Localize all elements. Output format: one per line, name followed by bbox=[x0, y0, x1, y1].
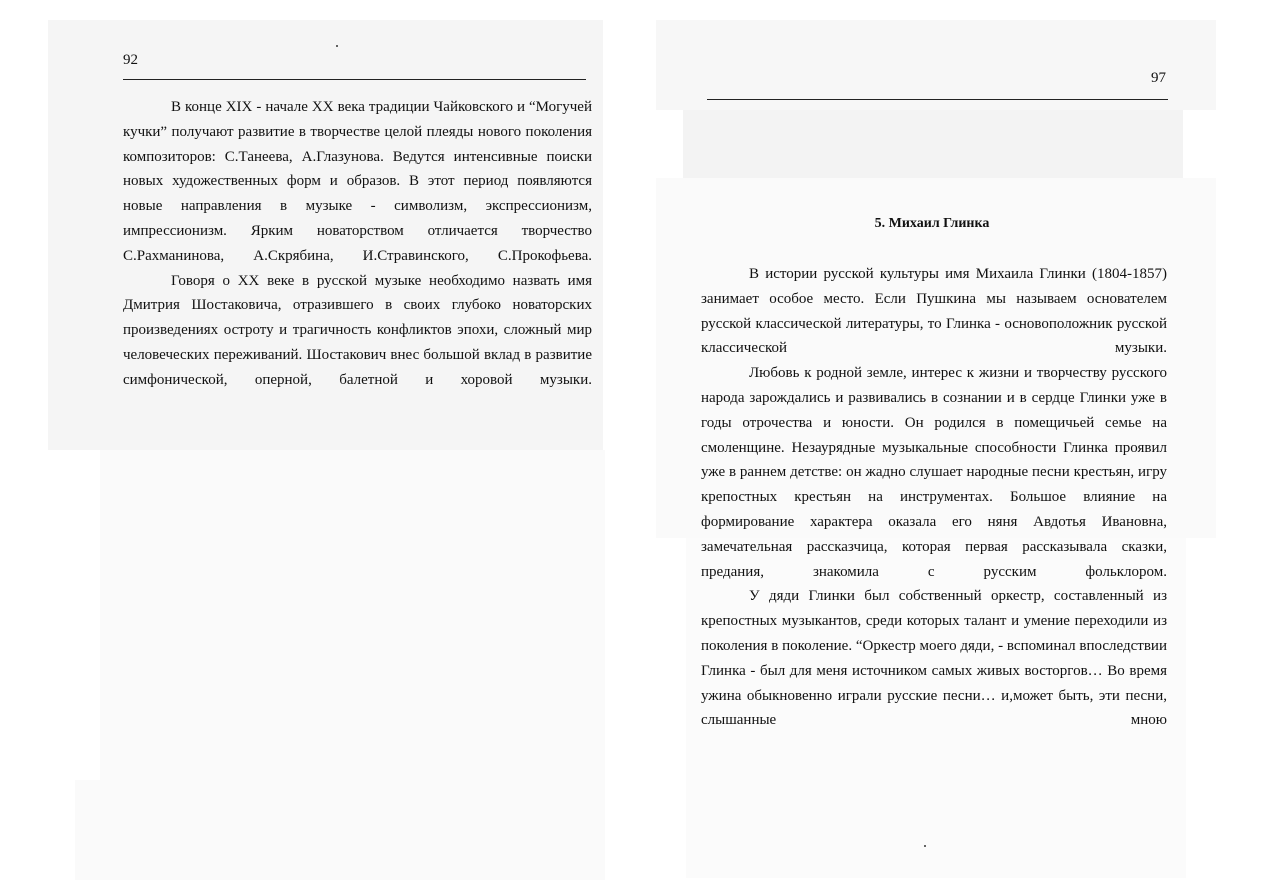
scan-shading bbox=[75, 780, 605, 880]
scan-shading bbox=[100, 450, 605, 780]
left-page bbox=[0, 0, 631, 893]
scan-speck bbox=[924, 845, 926, 847]
paragraph: Любовь к родной земле, интерес к жизни и творчеству русского народа зарождались и развивались в сознании и в сердце Глинки уже в годы отрочества и юности. Он родился в помещичьей семье на смоленщине. Незаурядные музыкальные способности Глинка проявил уже в раннем детстве: он жадно слушает народные песни крестьян, игру крепостных крестьян на инструментах. Большое влияние на формирование характера оказала его няня Авдотья Ивановна, замечательная рассказчица, которая первая рассказывала сказки, предания, знакомила с русским фольклором. bbox=[701, 365, 1167, 580]
paragraph: В истории русской культуры имя Михаила Глинки (1804-1857) занимает особое место. Если Пушкина мы называем основателем русской классической литературы, то Глинка - основоположник русской классической музыки. bbox=[701, 266, 1167, 357]
paragraph: У дяди Глинки был собственный оркестр, составленный из крепостных музыкантов, среди которых талант и умение переходили из поколения в поколение. “Оркестр моего дяди, - вспоминал впоследствии Глинка - был для меня источником самых живых восторгов… Во время ужина обыкновенно играли русские песни… и,может быть, эти песни, слышанные мною bbox=[701, 588, 1167, 729]
scan-shading bbox=[656, 20, 1216, 110]
page-number: 97 bbox=[1151, 70, 1166, 86]
scan-speck bbox=[336, 45, 338, 47]
paragraph: В конце XIX - начале XX века традиции Чайковского и “Могучей кучки” получают развитие в творчестве целой плеяды нового поколения композиторов: С.Танеева, А.Глазунова. Ведутся интенсивные поиски новых художественных форм и образов. В этот период появляются новые направления в музыке - символизм, экспрессионизм, импрессионизм. Ярким новаторством отличается творчество С.Рахманинова, А.Скрябина, И.Стравинского, С.Прокофьева. bbox=[123, 99, 592, 264]
header-rule bbox=[123, 79, 586, 80]
chapter-heading: 5. Михаил Глинка bbox=[874, 216, 990, 231]
body-text bbox=[701, 262, 1167, 733]
body-text bbox=[123, 95, 592, 393]
header-rule bbox=[707, 99, 1168, 100]
page-number: 92 bbox=[123, 52, 138, 68]
paragraph: Говоря о XX веке в русской музыке необходимо назвать имя Дмитрия Шостаковича, отразившего в своих глубоко новаторских произведениях остроту и трагичность конфликтов эпохи, сложный мир человеческих переживаний. Шостакович внес большой вклад в развитие симфонической, оперной, балетной и хоровой музыки. bbox=[123, 272, 592, 388]
scan-shading bbox=[683, 110, 1183, 178]
right-page bbox=[631, 0, 1263, 893]
